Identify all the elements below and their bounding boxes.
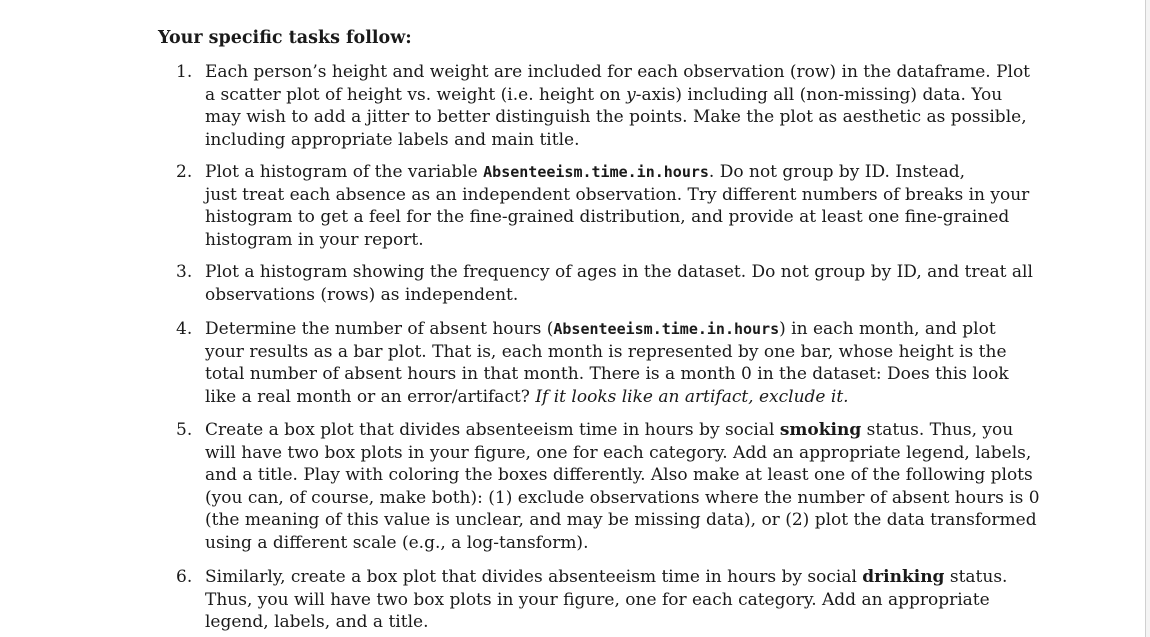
task-text (205, 261, 1033, 306)
text-run: like a real month or an error/artifact? (205, 386, 536, 407)
text-run: ) in each month, and plot (779, 319, 996, 339)
text-line: will have two box plots in your figure, one for each category. Add an appropriate legend, labels, (205, 442, 1032, 463)
text-run: Create a box plot that divides absenteeism time in hours by social (205, 420, 780, 440)
task-number: 5. (176, 420, 193, 440)
task-text (205, 419, 1040, 554)
text-run: status. Thus, you (861, 420, 1014, 440)
code-variable: Absenteeism.time.in.hours (553, 320, 780, 338)
text-line (205, 318, 995, 341)
page-edge-divider (1145, 0, 1150, 637)
task-number: 4. (176, 319, 193, 339)
text-run: a scatter plot of height vs. weight (i.e. height on (205, 84, 627, 105)
bold-keyword: smoking (779, 420, 862, 440)
task-number: 6. (176, 567, 193, 587)
text-run: Determine the number of absent hours ( (205, 319, 554, 339)
task-number: 2. (176, 162, 193, 182)
text-line: your results as a bar plot. That is, each month is represented by one bar, whose height is the (205, 341, 1007, 362)
text-run: status. (944, 567, 1008, 587)
text-line: histogram to get a feel for the fine-grained distribution, and provide at least one fine-grained (205, 207, 1010, 227)
text-line (205, 566, 1008, 589)
text-line: (the meaning of this value is unclear, and may be missing data), or (2) plot the data transformed (205, 510, 1037, 530)
task-number: 1. (176, 62, 193, 82)
text-line: observations (rows) as independent. (205, 284, 519, 305)
text-line: may wish to add a jitter to better distinguish the points. Make the plot as aesthetic as possible, (205, 107, 1027, 127)
text-line: using a different scale (e.g., a log-tansform). (205, 532, 589, 553)
code-variable: Absenteeism.time.in.hours (483, 163, 709, 181)
bold-keyword: drinking (862, 567, 945, 587)
text-line: legend, labels, and a title. (205, 612, 429, 632)
text-line (205, 84, 1003, 107)
text-run: Similarly, create a box plot that divides absenteeism time in hours by social (205, 567, 863, 587)
text-line: and a title. Play with coloring the boxes differently. Also make at least one of the following plots (205, 465, 1033, 485)
task-number: 3. (176, 262, 193, 282)
text-line (205, 161, 995, 184)
text-line (205, 419, 1014, 442)
text-line: just treat each absence as an independent observation. Try different numbers of breaks in your (205, 184, 1030, 205)
section-heading: Your specific tasks follow: (158, 28, 412, 48)
text-line: including appropriate labels and main title. (205, 129, 580, 150)
text-line: Each person’s height and weight are included for each observation (row) in the dataframe. Plot (205, 62, 1031, 82)
text-line: (you can, of course, make both): (1) exclude observations where the number of absent hours is 0 (205, 487, 1040, 508)
task-text (205, 318, 1009, 408)
math-variable: y (626, 84, 636, 105)
text-run: . Do not group by ID. Instead, (708, 162, 966, 182)
emphasis-text: If it looks like an artifact, exclude it. (535, 386, 849, 407)
task-text (205, 161, 1030, 251)
task-text (205, 566, 1008, 634)
task-text (205, 61, 1031, 151)
text-run: -axis) including all (non-missing) data. You (635, 84, 1003, 105)
text-run: Plot a histogram of the variable (205, 162, 484, 182)
text-line (205, 386, 995, 409)
text-line: Thus, you will have two box plots in your figure, one for each category. Add an appropriate (205, 589, 990, 610)
text-line: total number of absent hours in that month. There is a month 0 in the dataset: Does this look (205, 364, 1009, 384)
text-line: histogram in your report. (205, 229, 424, 250)
text-line: Plot a histogram showing the frequency of ages in the dataset. Do not group by ID, and treat all (205, 262, 1033, 282)
